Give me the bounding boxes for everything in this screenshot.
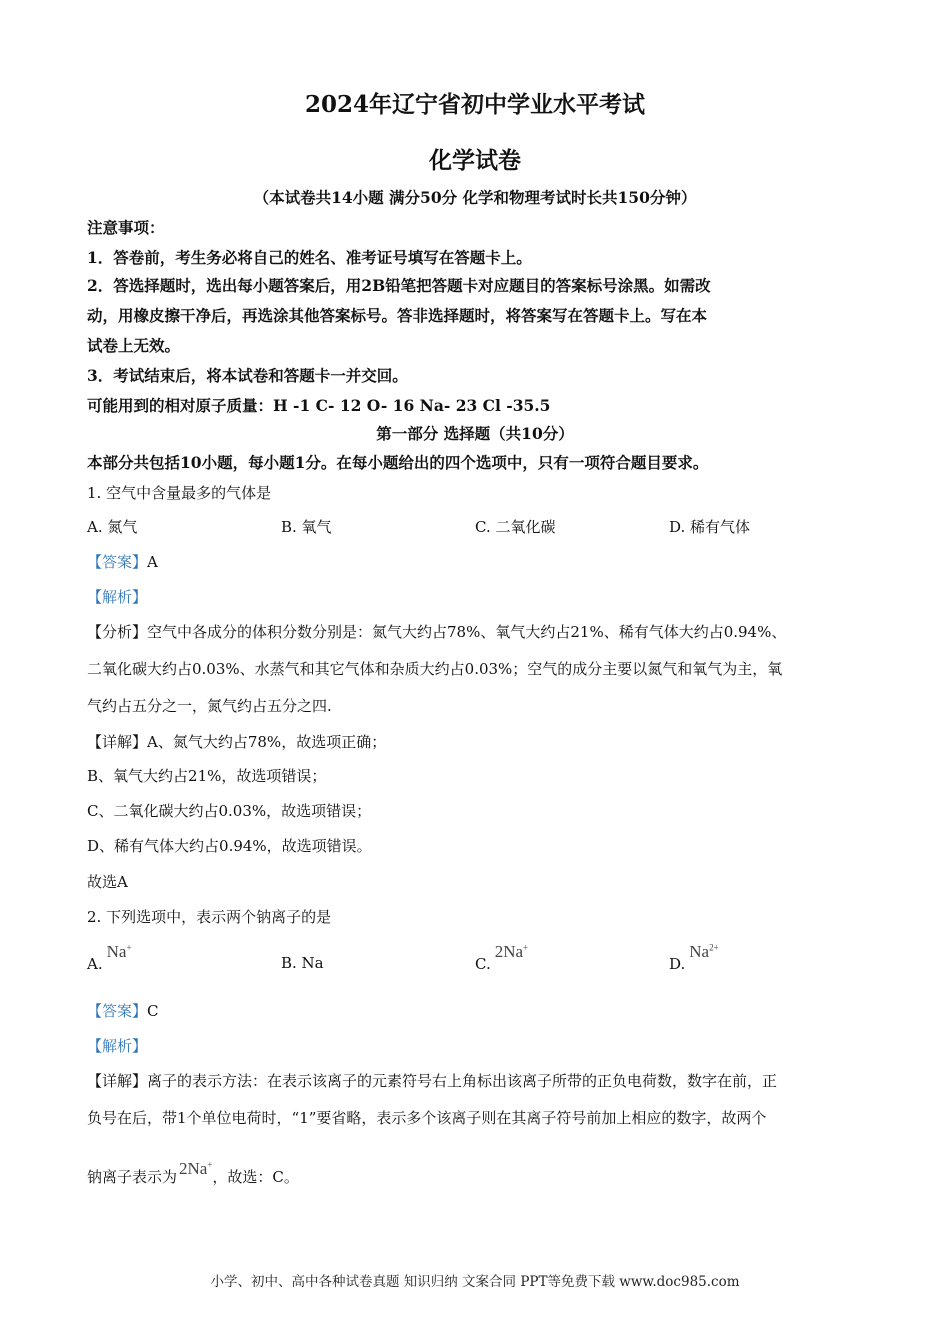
q2-xiangjie-text-3b: ，故选：C。 [212, 1168, 299, 1186]
q2-inline-ion [179, 1159, 212, 1178]
q2-option-c-symbol: 2Na [494, 942, 524, 961]
q2-xiangjie-text-1: 离子的表示方法：在表示该离子的元素符号右上角标出该离子所带的正负电荷数，数字在前，正 [147, 1072, 778, 1090]
q2-answer: C [147, 1002, 159, 1020]
q1-answer-line [87, 551, 867, 572]
q2-option-d-ion [689, 942, 718, 961]
q2-option-d-charge: 2+ [709, 942, 719, 953]
note-1: 1．答卷前，考生务必将自己的姓名、准考证号填写在答题卡上。 [87, 248, 532, 267]
q1-fenxi-tag: 【分析】 [87, 623, 148, 641]
q2-option-a-ion [107, 942, 132, 961]
note-2-line-3: 试卷上无效。 [87, 336, 181, 355]
q1-fenxi-line-1 [87, 621, 867, 642]
q2-option-a [87, 942, 132, 974]
q2-option-a-charge: + [126, 942, 132, 953]
notes-heading: 注意事项： [87, 218, 165, 237]
q2-option-a-symbol: Na [106, 942, 127, 961]
q1-option-d: D. 稀有气体 [669, 518, 751, 536]
q1-option-a: A. 氮气 [87, 518, 138, 536]
q1-xiangjie-line-3: C、二氧化碳大约占0.03%，故选项错误； [87, 802, 372, 820]
q2-option-c [475, 942, 529, 974]
atomic-masses: 可能用到的相对原子质量：H -1 C- 12 O- 16 Na- 23 Cl -35.5 [87, 396, 551, 415]
q2-answer-line [87, 1000, 867, 1021]
q2-option-a-label: A. [87, 955, 103, 973]
q1-option-c: C. 二氧化碳 [475, 518, 556, 536]
q2-analysis-tag: 【解析】 [87, 1037, 148, 1055]
q1-xiangjie-text-1: A、氮气大约占78%，故选项正确； [147, 733, 387, 751]
q1-xiangjie-line-2: B、氧气大约占21%，故选项错误； [87, 767, 327, 785]
q1-xiangjie-tag: 【详解】 [87, 733, 148, 751]
q2-option-c-ion [495, 942, 528, 961]
section-desc: 本部分共包括10小题，每小题1分。在每小题给出的四个选项中，只有一项符合题目要求。 [87, 453, 709, 472]
q2-option-b: B. Na [281, 954, 324, 972]
exam-subject: 化学试卷 [429, 147, 521, 174]
q2-xiangjie-line-1 [87, 1070, 867, 1091]
note-3: 3．考试结束后，将本试卷和答题卡一并交回。 [87, 366, 408, 385]
note-2-line-1: 2．答选择题时，选出每小题答案后，用2B铅笔把答题卡对应题目的答案标号涂黑。如需改 [87, 276, 711, 295]
page-footer: 小学、初中、高中各种试卷真题 知识归纳 文案合同 PPT等免费下载 www.doc985.com [210, 1274, 740, 1290]
q2-xiangjie-text-3a: 钠离子表示为 [87, 1168, 178, 1186]
exam-title: 2024年辽宁省初中学业水平考试 [304, 91, 645, 118]
q2-xiangjie-line-2: 负号在后，带1个单位电荷时，“1”要省略，表示多个该离子则在其离子符号前加上相应的数字，故两个 [87, 1109, 767, 1127]
q1-xiangjie-line-4: D、稀有气体大约占0.94%，故选项错误。 [87, 837, 372, 855]
q1-conclusion: 故选A [87, 873, 128, 891]
q2-option-c-label: C. [475, 955, 491, 973]
q1-option-b: B. 氧气 [281, 518, 332, 536]
q1-fenxi-line-2: 二氧化碳大约占0.03%、水蒸气和其它气体和杂质大约占0.03%；空气的成分主要以氮气和氧气为主，氧 [87, 660, 783, 678]
q2-inline-ion-symbol: 2Na [179, 1159, 208, 1178]
exam-info: （本试卷共14小题 满分50分 化学和物理考试时长共150分钟） [253, 188, 697, 207]
q1-analysis-tag: 【解析】 [87, 588, 148, 606]
q2-option-c-charge: + [523, 942, 529, 953]
q2-answer-tag: 【答案】 [87, 1002, 148, 1020]
q2-stem: 2. 下列选项中，表示两个钠离子的是 [87, 908, 332, 926]
q1-stem: 1. 空气中含量最多的气体是 [87, 484, 272, 502]
q2-xiangjie-tag: 【详解】 [87, 1072, 148, 1090]
note-2-line-2: 动，用橡皮擦干净后，再选涂其他答案标号。答非选择题时，将答案写在答题卡上。写在本 [87, 306, 708, 325]
q2-xiangjie-line-3 [87, 1159, 867, 1187]
q2-inline-ion-charge: + [207, 1159, 213, 1170]
q1-answer-tag: 【答案】 [87, 553, 148, 571]
q1-fenxi-line-3: 气约占五分之一，氮气约占五分之四. [87, 697, 332, 715]
q2-option-d-label: D. [669, 955, 686, 973]
section-title: 第一部分 选择题（共10分） [376, 424, 574, 443]
q1-xiangjie-line-1 [87, 731, 867, 752]
q2-option-d-symbol: Na [689, 942, 710, 961]
q1-answer: A [147, 553, 158, 571]
q2-option-d [669, 942, 719, 974]
q1-fenxi-text-1: 空气中各成分的体积分数分别是：氮气大约占78%、氧气大约占21%、稀有气体大约占0.94%、 [147, 623, 787, 641]
